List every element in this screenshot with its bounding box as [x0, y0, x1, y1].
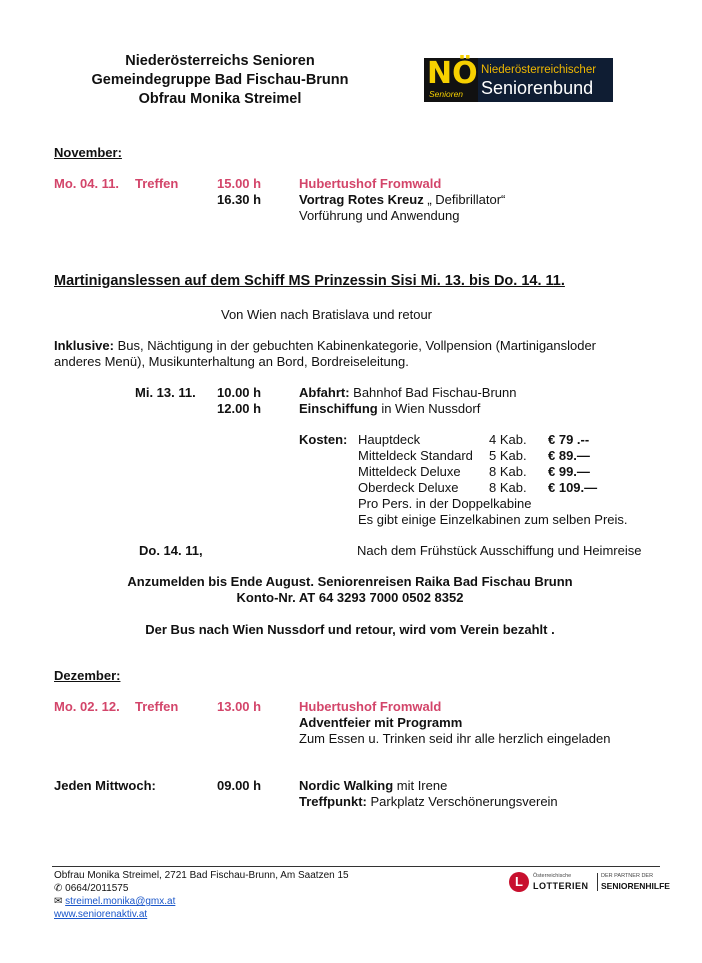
- embark-text: in Wien Nussdorf: [377, 401, 481, 416]
- footer-email: [54, 896, 175, 907]
- lotterien-small1: Österreichische: [533, 873, 572, 879]
- lotterien-big2: SENIORENHILFE: [601, 881, 670, 891]
- phone-icon: ✆: [54, 883, 63, 894]
- cost-kab: 8 Kab.: [489, 480, 527, 495]
- cost-deck: Oberdeck Deluxe: [358, 480, 459, 495]
- nov-place: Hubertushof Fromwald: [299, 176, 442, 191]
- dec-advent: Adventfeier mit Programm: [299, 715, 463, 730]
- trip-time2: 12.00 h: [217, 401, 262, 416]
- cost-price: € 99.—: [548, 464, 590, 479]
- trip-time1: 10.00 h: [217, 385, 262, 400]
- org-group: Gemeindegruppe Bad Fischau-Brunn: [91, 72, 349, 88]
- cost-price: € 79 .--: [548, 432, 590, 447]
- lotterien-separator: [597, 873, 598, 891]
- trip-account: Konto-Nr. AT 64 3293 7000 0502 8352: [236, 590, 464, 605]
- meeting-place: Parkplatz Verschönerungsverein: [366, 794, 558, 809]
- weekly-time: 09.00 h: [217, 778, 262, 793]
- footer-phone: [54, 883, 128, 894]
- nov-talk-title: Vortrag Rotes Kreuz: [299, 192, 424, 207]
- nov-time2: 16.30 h: [217, 192, 262, 207]
- december-heading: Dezember:: [54, 668, 121, 683]
- nov-event: Treffen: [135, 176, 179, 191]
- cost-deck: Mitteldeck Standard: [358, 448, 473, 463]
- seniorenbund-logo: [424, 58, 613, 102]
- logo-line2: Seniorenbund: [481, 78, 594, 98]
- dec-date: Mo. 02. 12.: [54, 699, 120, 714]
- footer-address: Obfrau Monika Streimel, 2721 Bad Fischau-Brunn, Am Saatzen 15: [54, 870, 349, 881]
- cost-price: € 89.—: [548, 448, 590, 463]
- org-chair: Obfrau Monika Streimel: [138, 91, 302, 107]
- lotterien-big1: LOTTERIEN: [533, 881, 589, 891]
- cost-kab: 8 Kab.: [489, 464, 527, 479]
- trip-register: Anzumelden bis Ende August. Seniorenreisen Raika Bad Fischau Brunn: [127, 574, 573, 589]
- meeting-label: Treffpunkt:: [299, 794, 367, 809]
- trip-route: Von Wien nach Bratislava und retour: [221, 307, 433, 322]
- org-name: Niederösterreichs Senioren: [125, 53, 315, 69]
- activity-title: Nordic Walking: [299, 778, 394, 793]
- trip-day2-text: Nach dem Frühstück Ausschiffung und Heimreise: [357, 543, 642, 558]
- trip-departure: [299, 385, 516, 400]
- nov-talk-line2: Vorführung und Anwendung: [299, 208, 460, 223]
- cost-deck: Hauptdeck: [358, 432, 421, 447]
- cost-price: € 109.—: [548, 480, 598, 495]
- departure-text: Bahnhof Bad Fischau-Brunn: [349, 385, 517, 400]
- cost-note2: Es gibt einige Einzelkabinen zum selben Preis.: [358, 512, 628, 527]
- nov-time1: 15.00 h: [217, 176, 262, 191]
- dec-place: Hubertushof Fromwald: [299, 699, 442, 714]
- mail-icon: ✉: [54, 896, 63, 907]
- cost-kab: 4 Kab.: [489, 432, 527, 447]
- logo-line1: Niederösterreichischer: [481, 64, 597, 76]
- email-link[interactable]: streimel.monika@gmx.at: [65, 896, 176, 907]
- lotterien-small2: DER PARTNER DER: [601, 873, 654, 879]
- trip-title: Martiniganslessen auf dem Schiff MS Prinzessin Sisi Mi. 13. bis Do. 14. 11.: [54, 273, 565, 289]
- trip-day2: Do. 14. 11,: [139, 543, 203, 558]
- weekly-label: Jeden Mittwoch:: [54, 778, 156, 793]
- lotterien-disc-icon: L: [509, 872, 529, 892]
- departure-label: Abfahrt:: [299, 385, 350, 400]
- footer-divider: [52, 866, 660, 867]
- trip-day1: Mi. 13. 11.: [135, 385, 196, 400]
- noe-badge-text: NÖ: [427, 56, 478, 91]
- embark-label: Einschiffung: [299, 401, 378, 416]
- trip-bus-note: Der Bus nach Wien Nussdorf und retour, wird vom Verein bezahlt .: [145, 622, 555, 637]
- noe-badge: [424, 58, 478, 102]
- november-heading: November:: [54, 145, 122, 160]
- footer-web: [54, 909, 147, 920]
- nov-talk: [299, 192, 505, 207]
- nov-date: Mo. 04. 11.: [54, 176, 120, 191]
- inclusive-text: Bus, Nächtigung in der gebuchten Kabinenkategorie, Vollpension (Martiniganslоder: [113, 338, 597, 353]
- noe-badge-sub: Senioren: [429, 89, 464, 99]
- nov-talk-topic: „ Defibrillator“: [423, 192, 506, 207]
- lotterien-logo: [509, 872, 693, 894]
- cost-deck: Mitteldeck Deluxe: [358, 464, 461, 479]
- trip-inclusive: [54, 338, 596, 353]
- cost-kab: 5 Kab.: [489, 448, 527, 463]
- web-link[interactable]: www.seniorenaktiv.at: [54, 909, 148, 920]
- trip-embark: [299, 401, 480, 416]
- activity-rest: mit Irene: [393, 778, 448, 793]
- weekly-meeting-point: [299, 794, 558, 809]
- dec-time: 13.00 h: [217, 699, 262, 714]
- inclusive-label: Inklusive:: [54, 338, 114, 353]
- weekly-activity: [299, 778, 447, 793]
- phone-number: 0664/2011575: [65, 883, 129, 894]
- cost-note1: Pro Pers. in der Doppelkabine: [358, 496, 532, 511]
- dec-event: Treffen: [135, 699, 179, 714]
- dec-advent-line2: Zum Essen u. Trinken seid ihr alle herzlich eingeladen: [299, 731, 611, 746]
- costs-label: Kosten:: [299, 432, 348, 447]
- trip-inclusive-line2: anderes Menü), Musikunterhaltung an Bord, Bordreiseleitung.: [54, 354, 409, 369]
